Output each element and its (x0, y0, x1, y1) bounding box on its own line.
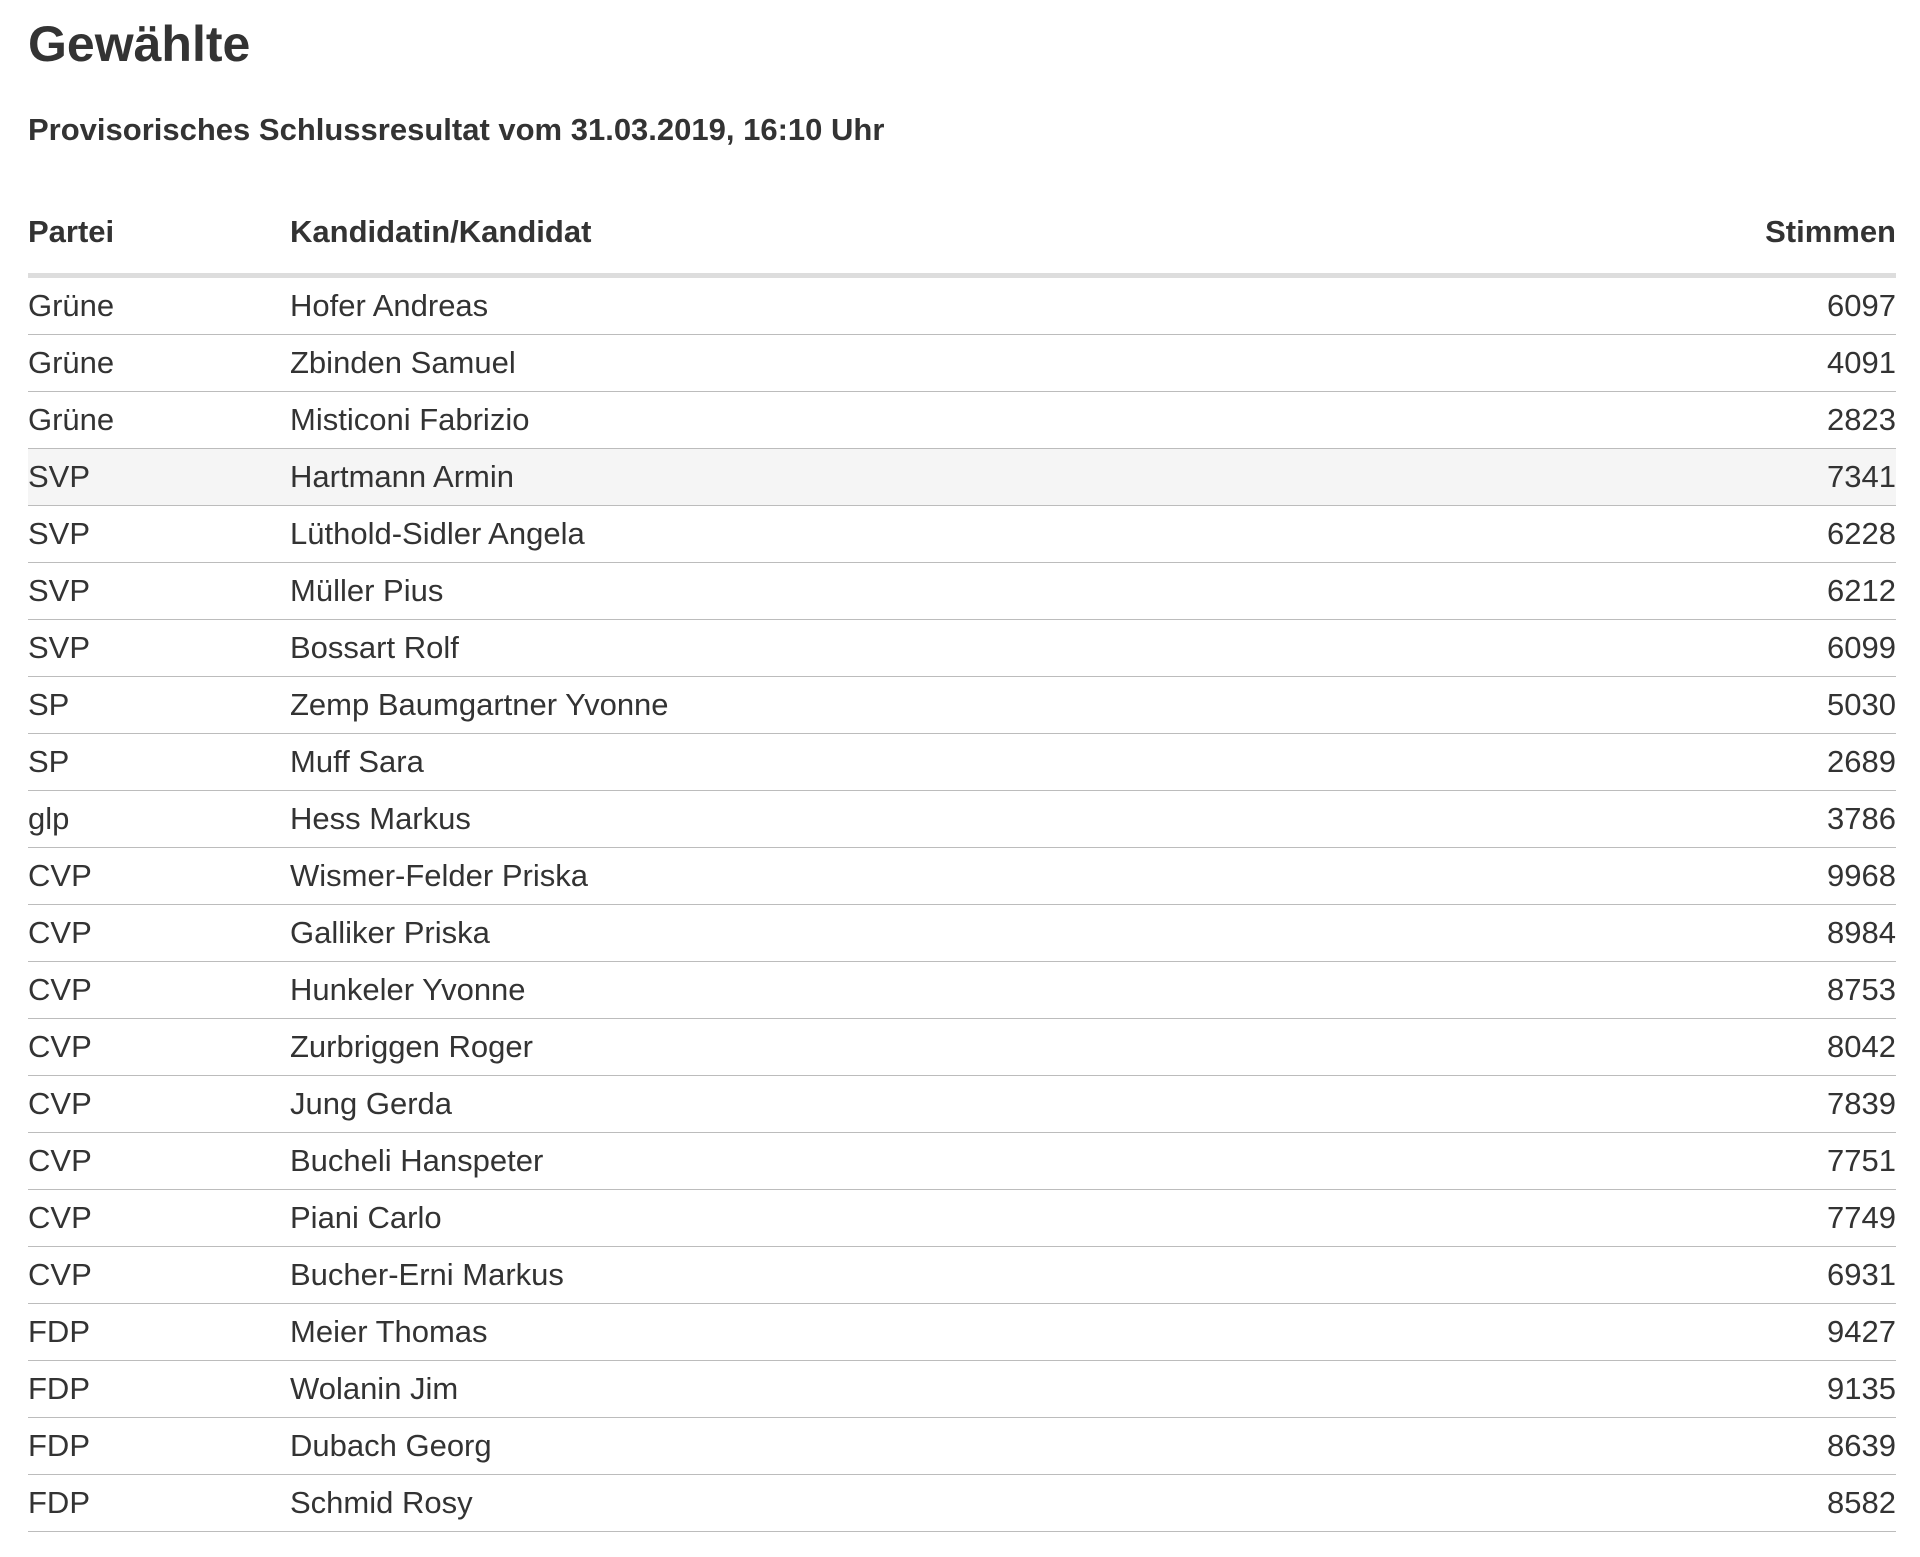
table-row (28, 1190, 1896, 1247)
votes-cell: 8639 (1596, 1418, 1896, 1475)
table-row (28, 335, 1896, 392)
party-cell: CVP (28, 905, 290, 962)
column-header-party: Partei (28, 214, 290, 276)
candidate-cell: Bossart Rolf (290, 620, 1596, 677)
candidate-cell: Lüthold-Sidler Angela (290, 506, 1596, 563)
candidate-cell: Wismer-Felder Priska (290, 848, 1596, 905)
votes-cell: 6212 (1596, 563, 1896, 620)
column-header-candidate: Kandidatin/Kandidat (290, 214, 1596, 276)
candidate-cell: Bucheli Hanspeter (290, 1133, 1596, 1190)
table-row (28, 734, 1896, 791)
table-row (28, 1019, 1896, 1076)
table-row (28, 848, 1896, 905)
table-header-row (28, 214, 1896, 276)
party-cell: glp (28, 791, 290, 848)
votes-cell: 9968 (1596, 848, 1896, 905)
votes-cell: 6931 (1596, 1247, 1896, 1304)
votes-cell: 6097 (1596, 276, 1896, 335)
candidate-cell: Muff Sara (290, 734, 1596, 791)
table-row (28, 620, 1896, 677)
candidate-cell: Zbinden Samuel (290, 335, 1596, 392)
page-title: Gewählte (28, 16, 251, 72)
votes-cell: 4091 (1596, 335, 1896, 392)
candidate-cell: Wolanin Jim (290, 1361, 1596, 1418)
votes-cell: 7839 (1596, 1076, 1896, 1133)
party-cell: Grüne (28, 335, 290, 392)
party-cell: CVP (28, 1019, 290, 1076)
party-cell: CVP (28, 962, 290, 1019)
candidate-cell: Meier Thomas (290, 1304, 1596, 1361)
candidate-cell: Hofer Andreas (290, 276, 1596, 335)
table-row (28, 506, 1896, 563)
table-row (28, 1304, 1896, 1361)
votes-cell: 8753 (1596, 962, 1896, 1019)
party-cell: Grüne (28, 276, 290, 335)
party-cell: SVP (28, 563, 290, 620)
votes-cell: 6099 (1596, 620, 1896, 677)
table-row (28, 962, 1896, 1019)
table-row (28, 1076, 1896, 1133)
table-row (28, 1418, 1896, 1475)
votes-cell: 7751 (1596, 1133, 1896, 1190)
table-row (28, 1475, 1896, 1532)
candidate-cell: Bucher-Erni Markus (290, 1247, 1596, 1304)
page-subtitle: Provisorisches Schlussresultat vom 31.03.2019, 16:10 Uhr (28, 112, 885, 147)
party-cell: SVP (28, 506, 290, 563)
candidate-cell: Zemp Baumgartner Yvonne (290, 677, 1596, 734)
votes-cell: 8984 (1596, 905, 1896, 962)
party-cell: SVP (28, 620, 290, 677)
table-row (28, 1133, 1896, 1190)
party-cell: CVP (28, 1247, 290, 1304)
candidate-cell: Zurbriggen Roger (290, 1019, 1596, 1076)
party-cell: CVP (28, 1133, 290, 1190)
party-cell: FDP (28, 1418, 290, 1475)
candidate-cell: Schmid Rosy (290, 1475, 1596, 1532)
party-cell: CVP (28, 848, 290, 905)
candidate-cell: Piani Carlo (290, 1190, 1596, 1247)
candidate-cell: Hunkeler Yvonne (290, 962, 1596, 1019)
votes-cell: 8042 (1596, 1019, 1896, 1076)
table-row (28, 276, 1896, 335)
candidate-cell: Galliker Priska (290, 905, 1596, 962)
table-row (28, 449, 1896, 506)
party-cell: FDP (28, 1475, 290, 1532)
candidate-cell: Hartmann Armin (290, 449, 1596, 506)
table-row (28, 791, 1896, 848)
votes-cell: 5030 (1596, 677, 1896, 734)
votes-cell: 2823 (1596, 392, 1896, 449)
votes-cell: 9427 (1596, 1304, 1896, 1361)
votes-cell: 3786 (1596, 791, 1896, 848)
votes-cell: 2689 (1596, 734, 1896, 791)
party-cell: SP (28, 677, 290, 734)
votes-cell: 9135 (1596, 1361, 1896, 1418)
candidate-cell: Jung Gerda (290, 1076, 1596, 1133)
votes-cell: 6228 (1596, 506, 1896, 563)
votes-cell: 7341 (1596, 449, 1896, 506)
votes-cell: 8582 (1596, 1475, 1896, 1532)
party-cell: CVP (28, 1076, 290, 1133)
table-header (28, 214, 1896, 276)
table-row (28, 677, 1896, 734)
table-row (28, 905, 1896, 962)
table-row (28, 392, 1896, 449)
party-cell: Grüne (28, 392, 290, 449)
candidate-cell: Misticoni Fabrizio (290, 392, 1596, 449)
table-body (28, 276, 1896, 1532)
party-cell: FDP (28, 1361, 290, 1418)
party-cell: CVP (28, 1190, 290, 1247)
party-cell: FDP (28, 1304, 290, 1361)
table-row (28, 563, 1896, 620)
candidate-cell: Hess Markus (290, 791, 1596, 848)
column-header-votes: Stimmen (1596, 214, 1896, 276)
results-table (28, 214, 1896, 1532)
party-cell: SVP (28, 449, 290, 506)
candidate-cell: Dubach Georg (290, 1418, 1596, 1475)
table-row (28, 1247, 1896, 1304)
votes-cell: 7749 (1596, 1190, 1896, 1247)
party-cell: SP (28, 734, 290, 791)
candidate-cell: Müller Pius (290, 563, 1596, 620)
table-row (28, 1361, 1896, 1418)
